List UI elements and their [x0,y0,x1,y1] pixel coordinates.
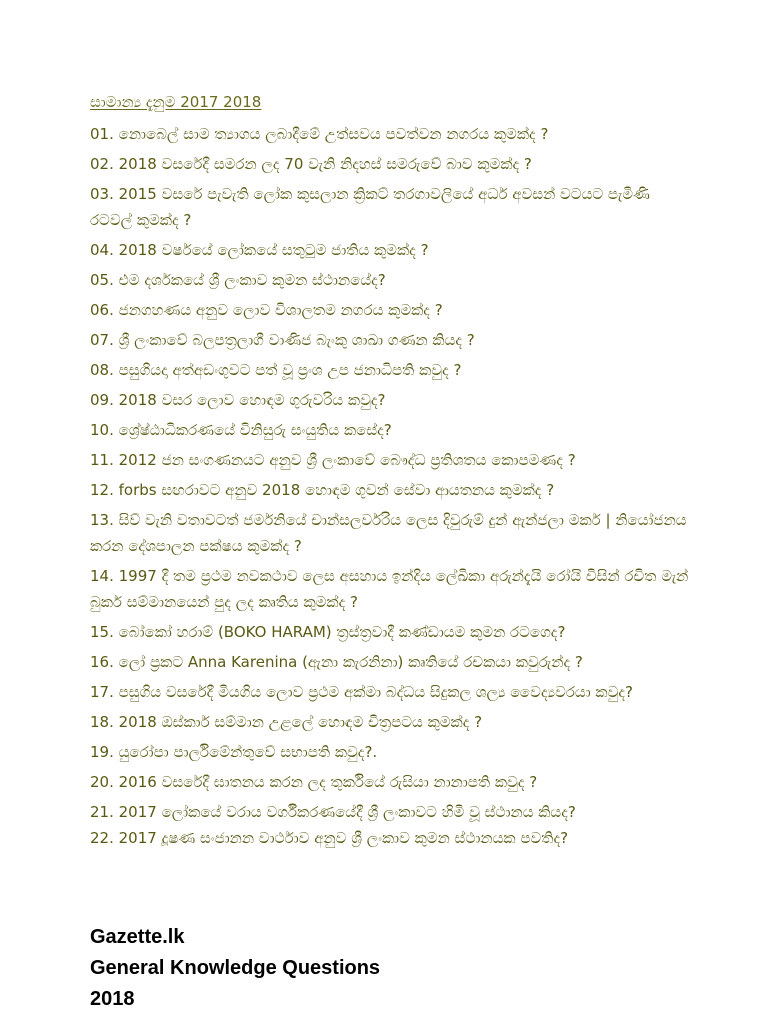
question-item: 15. බෝකෝ හරාම් (BOKO HARAM) ත්‍රස්ත්‍රවාදී කණ්ඩායම කුමන රටගෙද? [90,623,566,641]
document-heading: සාමාන්‍ය දැනුම 2017 2018 [90,93,262,111]
question-item: 13. සිව් වැනි වතාවටත් ජර්මනියේ චාන්සලර්වරිය ලෙස දිවුරුම් දුන් ඇන්ජලා මකර් | නියෝජනය කරන දේශපාලන පක්ෂය කුමක්ද ? [90,511,687,555]
question-item: 14. 1997 දී තම ප්‍රථම නවකථාව ලෙස අසහාය ඉන්දිය ලේඛිකා අරුන්දැයි රෝයි විසින් රචිත මැන් බුකර් සම්මානයෙන් පුද ලද කෘතිය කුමක්ද ? [90,567,689,611]
question-item: 22. 2017 දූෂණ සංජානන වාර්ථාව අනුව ශ්‍රී ලංකාව කුමන ස්ථානයක පවතිද? [90,829,569,847]
question-list [90,121,690,851]
question-item: 05. එම දර්ශකයේ ශ්‍රී ලංකාව කුමන ස්ථානයේද? [90,271,386,289]
question-item: 17. පසුගිය වසරේදී මියගිය ලොව ප්‍රථම අක්මා බද්ධය සිදුකල ශල්‍ය වෛද්‍යවරයා කවුද? [90,683,633,701]
document-subtitle: General Knowledge Questions [90,957,381,979]
question-item: 04. 2018 වර්ෂයේ ලෝකයේ සතුටුම ජාතිය කුමක්ද ? [90,241,429,259]
question-item: 18. 2018 ඔස්කාර් සම්මාන උළලේ හොඳම චිත්‍රපටය කුමක්ද ? [90,713,483,731]
document-year: 2018 [90,988,135,1010]
question-item: 08. පසුගියදා අත්අඩංගුවට පත් වූ ප්‍රංශ උප ජනාධිපති කවුද ? [90,361,462,379]
question-item: 12. forbs සඟරාවට අනුව 2018 හොඳම ගුවන් සේවා ආයතනය කුමක්ද ? [90,481,555,499]
site-name: Gazette.lk [90,926,185,948]
question-item: 06. ජනගහණය අනුව ලොව විශාලතම නගරය කුමක්ද ? [90,301,443,319]
question-item: 02. 2018 වසරේදී සමරන ලද 70 වැනි නිදහස් සමරුවේ බාව කුමක්ද ? [90,155,532,173]
question-item: 01. නොබෙල් සාම ත්‍යාගය ලබාදීමේ උත්සවය පවත්වන නගරය කුමක්ද ? [90,125,549,143]
question-item: 20. 2016 වසරේදී ඝාතනය කරන ලද තුර්කියේ රුසියා නානාපති කවුද ? [90,773,538,791]
question-item: 07. ශ්‍රී ලංකාවේ බලපත්‍රලාගී වාණිජ බැංකු ශාඛා ගණන කියද ? [90,331,475,349]
question-item: 09. 2018 වසර ලොව හොඳම ගුරුවරිය කවුද? [90,391,386,409]
footer-block [90,922,380,1015]
question-item: 11. 2012 ජන සංගණනයට අනුව ශ්‍රී ලංකාවේ බෞද්ධ ප්‍රතිශතය කොපමණද ? [90,451,576,469]
question-item: 03. 2015 වසරේ පැවැති ලෝක කුසලාන ක්‍රිකට් තරගාවලියේ අර්ධ අවසන් වටයට පැමිණි රටවල් කුමක්ද ? [90,185,650,229]
question-item: 19. යුරෝපා පාර්ලිමේන්තුවේ සභාපති කවුද?. [90,743,378,761]
question-item: 21. 2017 ලෝකයේ වරාය වර්ගීකරණයේදී ශ්‍රී ලංකාවට හිමි වූ ස්ථානය කියද? [90,803,576,821]
question-item: 16. ලෝ ප්‍රකට Anna Karenina (ඇනා කැරනිනා) කෘතියේ රචකයා කවුරුන්ද ? [90,653,583,671]
question-item: 10. ශ්‍රේෂ්ඨාධිකරණයේ විනිසුරු සංයුතිය කසේද? [90,421,392,439]
